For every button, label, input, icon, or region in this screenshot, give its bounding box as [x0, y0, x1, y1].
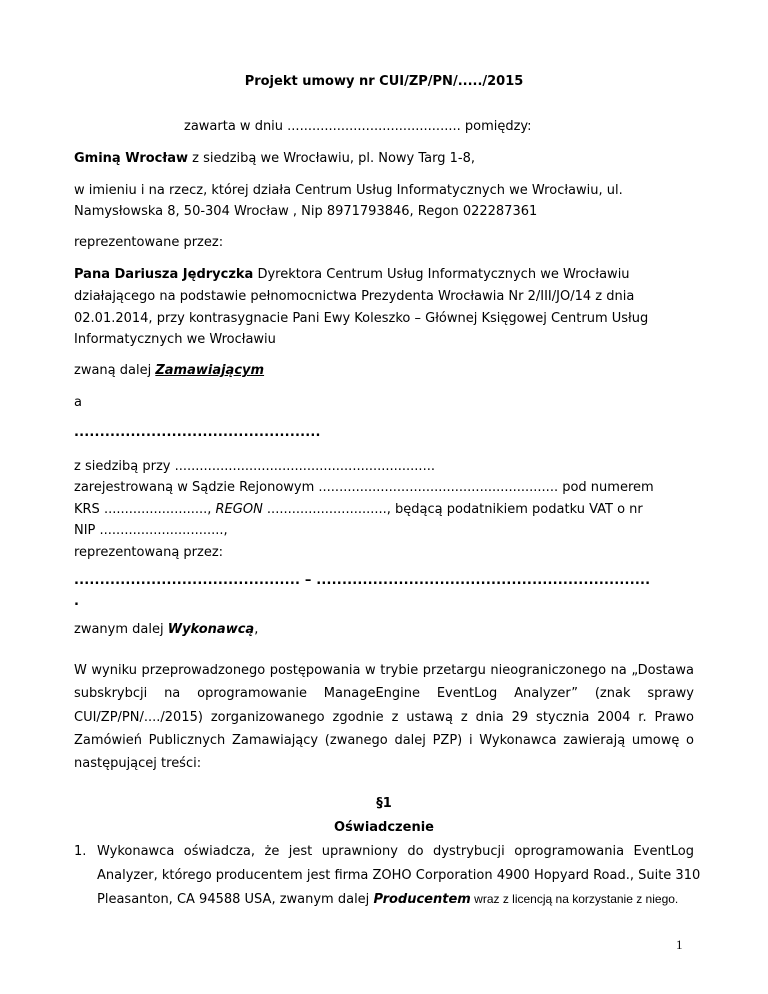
- party2-rep-dot: .: [74, 594, 80, 609]
- party2-nip: NIP ..............................,: [74, 523, 228, 538]
- party1-represented-by: reprezentowane przez:: [74, 235, 224, 250]
- party1-rep-line1-rest: Dyrektora Centrum Usług Informatycznych we Wrocławiu: [253, 267, 630, 282]
- party2-called-prefix: zwanym dalej: [74, 622, 168, 637]
- party2-rep-dots-1: ............................................: [74, 573, 301, 588]
- party2-rep-dots-line: [74, 573, 650, 589]
- party1-on-behalf-line1: w imieniu i na rzecz, której działa Centrum Usług Informatycznych we Wrocławiu, ul.: [74, 183, 623, 198]
- party2-registered: zarejestrowaną w Sądzie Rejonowym .......................................................... pod numerem: [74, 480, 654, 495]
- party2-called-suffix: ,: [254, 622, 259, 637]
- party2-represented-by: reprezentowaną przez:: [74, 545, 224, 560]
- producer-term: Producentem: [373, 892, 471, 907]
- and-line: a: [74, 395, 82, 410]
- section1-item-line3: [97, 891, 678, 908]
- section1-number: §1: [376, 796, 392, 811]
- party2-rep-dots-2: .................................................................: [316, 573, 651, 588]
- party1-address: [74, 151, 475, 167]
- section1-heading: Oświadczenie: [334, 820, 434, 835]
- intro-line5: następującej treści:: [74, 756, 202, 771]
- party1-rep-line4: Informatycznych we Wrocławiu: [74, 332, 276, 347]
- party2-name-dots: ................................................: [74, 425, 321, 440]
- intro-line3: CUI/ZP/PN/..../2015) zorganizowanego zgodnie z ustawą z dnia 29 stycznia 2004 r. Prawo: [74, 710, 694, 725]
- party1-called: [74, 363, 264, 379]
- party2-regon-label: REGON: [215, 502, 263, 517]
- party1-called-name: Zamawiającym: [155, 363, 265, 378]
- party1-on-behalf-line2: Namysłowska 8, 50-304 Wrocław , Nip 8971793846, Regon 022287361: [74, 204, 538, 219]
- section1-item-line1: Wykonawca oświadcza, że jest uprawniony do dystrybucji oprogramowania EventLog: [97, 844, 694, 859]
- intro-line4: Zamówień Publicznych Zamawiający (zwanego dalej PZP) i Wykonawca zawierają umowę o: [74, 733, 694, 748]
- section1-item-line2: Analyzer, którego producentem jest firma ZOHO Corporation 4900 Hopyard Road., Suite 310: [97, 868, 701, 883]
- party2-called: [74, 622, 258, 638]
- party1-called-prefix: zwaną dalej: [74, 363, 156, 378]
- party2-krs-line: [74, 502, 643, 518]
- party2-seat: z siedzibą przy ...............................................................: [74, 459, 435, 474]
- party2-called-name: Wykonawcą: [167, 622, 255, 637]
- page-number: 1: [676, 937, 683, 952]
- section1-item-number: 1.: [74, 844, 87, 859]
- document-title: Projekt umowy nr CUI/ZP/PN/...../2015: [244, 74, 524, 89]
- party1-rep-name: Pana Dariusza Jędryczka: [74, 267, 254, 282]
- party1-address-rest: z siedzibą we Wrocławiu, pl. Nowy Targ 1-8,: [188, 151, 475, 166]
- intro-line1: W wyniku przeprowadzonego postępowania w trybie przetargu nieograniczonego na „Dostawa: [74, 663, 694, 678]
- party2-krs-prefix: KRS .........................,: [74, 502, 216, 517]
- party1-rep-line1: [74, 267, 630, 283]
- party1-rep-line3: 02.01.2014, przy kontrasygnacie Pani Ewy Koleszko – Głównej Księgowej Centrum Usług: [74, 311, 649, 326]
- section1-item-line3-small: wraz z licencją na korzystanie z niego.: [470, 892, 679, 906]
- section1-item-line3-prefix: Pleasanton, CA 94588 USA, zwanym dalej: [97, 892, 374, 907]
- party1-rep-line2: działającego na podstawie pełnomocnictwa Prezydenta Wrocławia Nr 2/III/JO/14 z dnia: [74, 289, 635, 304]
- intro-line2: subskrybcji na oprogramowanie ManageEngine EventLog Analyzer” (znak sprawy: [74, 686, 694, 701]
- date-line: zawarta w dniu .......................................... pomiędzy:: [184, 119, 532, 134]
- party2-rep-dash: –: [300, 573, 317, 588]
- party1-name: Gminą Wrocław: [74, 151, 188, 166]
- party2-krs-rest: ............................., będącą podatnikiem podatku VAT o nr: [262, 502, 643, 517]
